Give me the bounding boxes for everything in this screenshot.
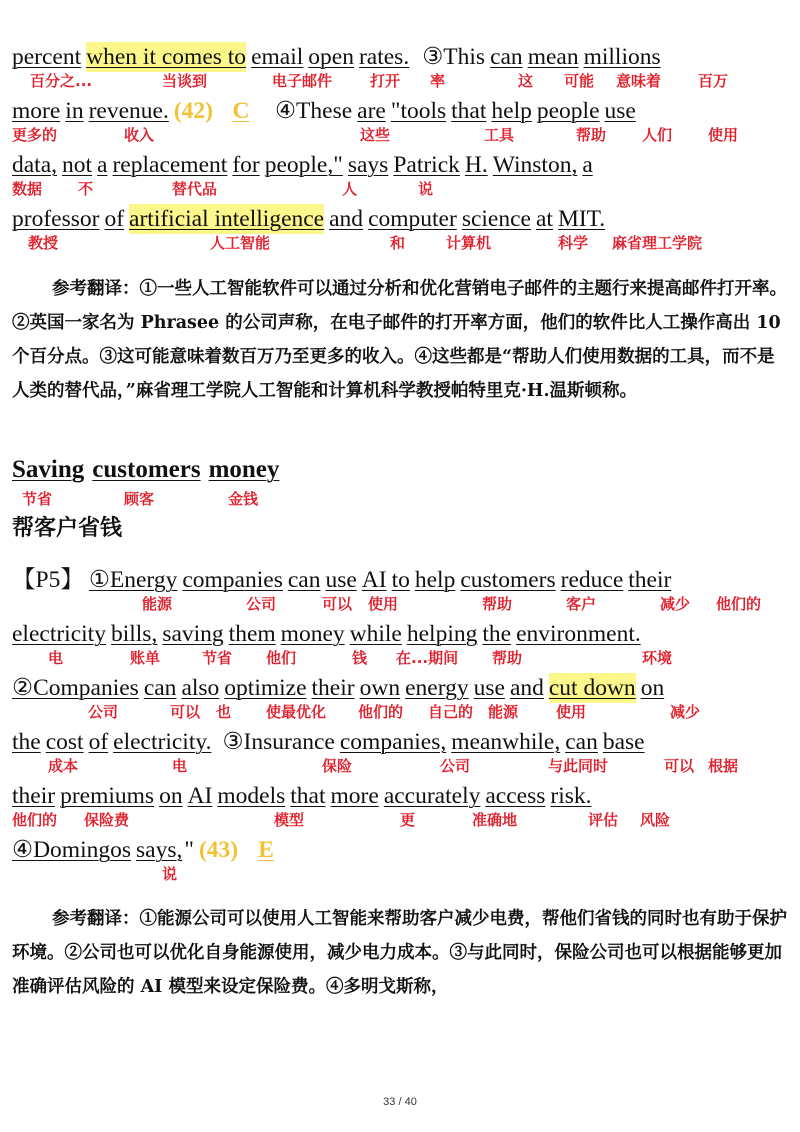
word: " bbox=[184, 837, 194, 863]
highlighted-phrase: when it comes to bbox=[86, 44, 247, 70]
word: professor bbox=[12, 206, 100, 232]
gloss: 环境 bbox=[642, 649, 673, 667]
word: says, bbox=[136, 837, 183, 863]
word: can bbox=[287, 567, 321, 593]
page-number: 33 / 40 bbox=[383, 1096, 417, 1108]
gloss: 百万 bbox=[698, 72, 729, 90]
word: are bbox=[357, 98, 386, 124]
heading-word: customers bbox=[92, 456, 201, 483]
word: access bbox=[485, 783, 546, 809]
word: their bbox=[12, 783, 56, 809]
word: use bbox=[325, 567, 357, 593]
word: can bbox=[490, 44, 523, 70]
word: percent bbox=[12, 44, 82, 70]
gloss: 工具 bbox=[484, 126, 515, 144]
word: science bbox=[461, 206, 531, 232]
gloss: 在...期间 bbox=[396, 649, 459, 667]
gloss: 准确地 bbox=[472, 811, 518, 829]
word: a bbox=[582, 152, 593, 178]
english-line bbox=[12, 204, 610, 236]
heading-word: Saving bbox=[12, 456, 85, 483]
word: AI bbox=[187, 783, 213, 809]
word: people bbox=[536, 98, 600, 124]
gloss: 减少 bbox=[670, 703, 701, 721]
english-line bbox=[12, 835, 294, 867]
gloss: 保险 bbox=[322, 757, 353, 775]
gloss: 公司 bbox=[440, 757, 471, 775]
word: the bbox=[482, 621, 512, 647]
gloss: 说 bbox=[418, 180, 434, 198]
paragraph-marker: 【P5】 bbox=[12, 567, 84, 593]
word: that bbox=[451, 98, 487, 124]
word: Winston, bbox=[492, 152, 578, 178]
gloss: 钱 bbox=[352, 649, 368, 667]
translation-label: 参考翻译： bbox=[52, 279, 140, 299]
gloss: 减少 bbox=[660, 595, 691, 613]
word: to bbox=[391, 567, 410, 593]
section-heading bbox=[12, 456, 287, 484]
gloss: 能源 bbox=[142, 595, 173, 613]
gloss: 顾客 bbox=[124, 490, 155, 508]
word: revenue. bbox=[88, 98, 169, 124]
english-line bbox=[12, 619, 646, 651]
gloss: 意味着 bbox=[616, 72, 662, 90]
word: open bbox=[308, 44, 354, 70]
word: ④These bbox=[274, 98, 353, 124]
gloss: 可以 bbox=[170, 703, 201, 721]
word: at bbox=[535, 206, 553, 232]
gloss: 保险费 bbox=[84, 811, 130, 829]
gloss: 客户 bbox=[566, 595, 597, 613]
gloss: 电 bbox=[48, 649, 64, 667]
gloss: 节省 bbox=[22, 490, 53, 508]
translation-text: ①一些人工智能软件可以通过分析和优化营销电子邮件的主题行来提高邮件打开率。②英国一家名为 Phrasee 的公司声称，在电子邮件的打开率方面，他们的软件比人工操作高出 10 个百分点。③这可能意味着数百万乃至更多的收入。④这些都是“帮助人们使用数据的工具，而不是人类的替代品，”麻省理工学院人工智能和计算机科学教授帕特里克·H.温斯顿称。 bbox=[12, 279, 787, 401]
gloss: 帮助 bbox=[576, 126, 607, 144]
english-line bbox=[12, 727, 650, 759]
word: meanwhile, bbox=[451, 729, 561, 755]
heading-word: money bbox=[208, 456, 280, 483]
word: cost bbox=[45, 729, 84, 755]
word: use bbox=[473, 675, 505, 701]
gloss: 他们的 bbox=[12, 811, 58, 829]
word: ②Companies bbox=[12, 675, 139, 701]
english-line bbox=[12, 96, 641, 128]
word: ③Insurance bbox=[222, 729, 335, 755]
word: risk. bbox=[550, 783, 592, 809]
gloss: 这些 bbox=[360, 126, 391, 144]
word: on bbox=[159, 783, 183, 809]
gloss: 节省 bbox=[202, 649, 233, 667]
word: ③This bbox=[422, 44, 486, 70]
word: says bbox=[347, 152, 389, 178]
gloss: 教授 bbox=[28, 234, 59, 252]
word: saving bbox=[162, 621, 224, 647]
gloss: 他们的 bbox=[358, 703, 404, 721]
gloss: 收入 bbox=[124, 126, 155, 144]
word: accurately bbox=[383, 783, 481, 809]
word: more bbox=[12, 98, 61, 124]
word: ①Energy bbox=[88, 567, 178, 593]
word: of bbox=[88, 729, 109, 755]
gloss: 数据 bbox=[12, 180, 43, 198]
gloss: 公司 bbox=[246, 595, 277, 613]
word: while bbox=[349, 621, 402, 647]
word: bills, bbox=[110, 621, 158, 647]
english-line bbox=[12, 673, 669, 705]
word: computer bbox=[368, 206, 457, 232]
word: for bbox=[232, 152, 260, 178]
word: electricity bbox=[12, 621, 106, 647]
translation-label: 参考翻译： bbox=[52, 909, 140, 929]
gloss: 不 bbox=[78, 180, 94, 198]
gloss: 更多的 bbox=[12, 126, 58, 144]
gloss: 金钱 bbox=[228, 490, 259, 508]
gloss: 计算机 bbox=[446, 234, 492, 252]
word: own bbox=[359, 675, 401, 701]
gloss: 可能 bbox=[564, 72, 595, 90]
word: on bbox=[640, 675, 665, 701]
gloss: 率 bbox=[430, 72, 446, 90]
word: replacement bbox=[112, 152, 228, 178]
word: MIT. bbox=[557, 206, 606, 232]
english-line bbox=[12, 42, 666, 74]
translation-text: ①能源公司可以使用人工智能来帮助客户减少电费，帮他们省钱的同时也有助于保护环境。②公司也可以优化自身能源使用，减少电力成本。③与此同时，保险公司也可以根据能够更加准确评估风险的 AI 模型来设定保险费。④多明戈斯称， bbox=[12, 909, 787, 997]
word: H. bbox=[464, 152, 488, 178]
gloss: 使用 bbox=[368, 595, 399, 613]
gloss: 风险 bbox=[640, 811, 671, 829]
word: rates. bbox=[358, 44, 410, 70]
word: and bbox=[509, 675, 544, 701]
gloss: 评估 bbox=[588, 811, 619, 829]
gloss: 科学 bbox=[558, 234, 589, 252]
gloss: 他们的 bbox=[716, 595, 762, 613]
gloss: 账单 bbox=[130, 649, 161, 667]
gloss: 这 bbox=[518, 72, 534, 90]
gloss: 模型 bbox=[274, 811, 305, 829]
word: the bbox=[12, 729, 41, 755]
word: can bbox=[143, 675, 177, 701]
gloss: 帮助 bbox=[492, 649, 523, 667]
word: money bbox=[280, 621, 345, 647]
question-number: (43) bbox=[198, 837, 239, 863]
word: in bbox=[65, 98, 84, 124]
word: ④Domingos bbox=[12, 837, 131, 863]
gloss: 说 bbox=[162, 865, 178, 883]
answer-blank: C bbox=[232, 98, 250, 124]
word: helping bbox=[406, 621, 478, 647]
word: email bbox=[251, 44, 304, 70]
gloss: 更 bbox=[400, 811, 416, 829]
gloss: 可以 bbox=[322, 595, 353, 613]
word: electricity. bbox=[113, 729, 212, 755]
word: "tools bbox=[390, 98, 447, 124]
word: base bbox=[602, 729, 645, 755]
word: their bbox=[311, 675, 355, 701]
gloss: 他们 bbox=[266, 649, 297, 667]
gloss: 帮助 bbox=[482, 595, 513, 613]
gloss: 能源 bbox=[488, 703, 519, 721]
word: more bbox=[330, 783, 379, 809]
gloss: 也 bbox=[216, 703, 232, 721]
word: companies bbox=[182, 567, 283, 593]
word: help bbox=[414, 567, 456, 593]
word: reduce bbox=[560, 567, 624, 593]
word: customers bbox=[460, 567, 556, 593]
gloss: 替代品 bbox=[172, 180, 218, 198]
word: millions bbox=[583, 44, 661, 70]
word: energy bbox=[405, 675, 469, 701]
word: environment. bbox=[516, 621, 641, 647]
word: premiums bbox=[60, 783, 155, 809]
word: of bbox=[104, 206, 125, 232]
word: and bbox=[329, 206, 364, 232]
gloss: 可以 bbox=[664, 757, 695, 775]
gloss: 人 bbox=[342, 180, 358, 198]
word: a bbox=[97, 152, 108, 178]
gloss: 使最优化 bbox=[266, 703, 327, 721]
gloss: 使用 bbox=[556, 703, 587, 721]
gloss: 打开 bbox=[370, 72, 401, 90]
gloss: 成本 bbox=[48, 757, 79, 775]
section-heading-chinese: 帮客户省钱 bbox=[12, 516, 123, 541]
gloss: 根据 bbox=[708, 757, 739, 775]
gloss: 当谈到 bbox=[162, 72, 208, 90]
english-line bbox=[12, 781, 597, 813]
word: mean bbox=[527, 44, 579, 70]
gloss: 人们 bbox=[642, 126, 673, 144]
gloss: 麻省理工学院 bbox=[612, 234, 703, 252]
word: help bbox=[491, 98, 532, 124]
reference-translation bbox=[12, 272, 788, 408]
reference-translation bbox=[12, 902, 788, 1004]
word: can bbox=[565, 729, 598, 755]
word: not bbox=[62, 152, 93, 178]
gloss: 人工智能 bbox=[210, 234, 271, 252]
word: companies, bbox=[339, 729, 447, 755]
gloss: 自己的 bbox=[428, 703, 474, 721]
word: their bbox=[628, 567, 672, 593]
word: that bbox=[290, 783, 326, 809]
word: people," bbox=[264, 152, 343, 178]
gloss: 百分之... bbox=[30, 72, 93, 90]
word: models bbox=[217, 783, 286, 809]
word: Patrick bbox=[393, 152, 460, 178]
gloss: 使用 bbox=[708, 126, 739, 144]
answer-blank: E bbox=[258, 837, 274, 863]
word: optimize bbox=[224, 675, 307, 701]
question-number: (42) bbox=[173, 98, 213, 124]
word: also bbox=[181, 675, 220, 701]
word: use bbox=[604, 98, 636, 124]
english-line bbox=[12, 150, 598, 182]
gloss: 公司 bbox=[88, 703, 119, 721]
english-line bbox=[12, 565, 676, 597]
gloss: 电子邮件 bbox=[272, 72, 333, 90]
word: data, bbox=[12, 152, 58, 178]
gloss: 与此同时 bbox=[548, 757, 609, 775]
word: AI bbox=[361, 567, 387, 593]
highlighted-phrase: cut down bbox=[548, 675, 636, 701]
gloss: 电 bbox=[172, 757, 188, 775]
word: them bbox=[228, 621, 276, 647]
gloss: 和 bbox=[390, 234, 406, 252]
highlighted-phrase: artificial intelligence bbox=[129, 206, 325, 232]
